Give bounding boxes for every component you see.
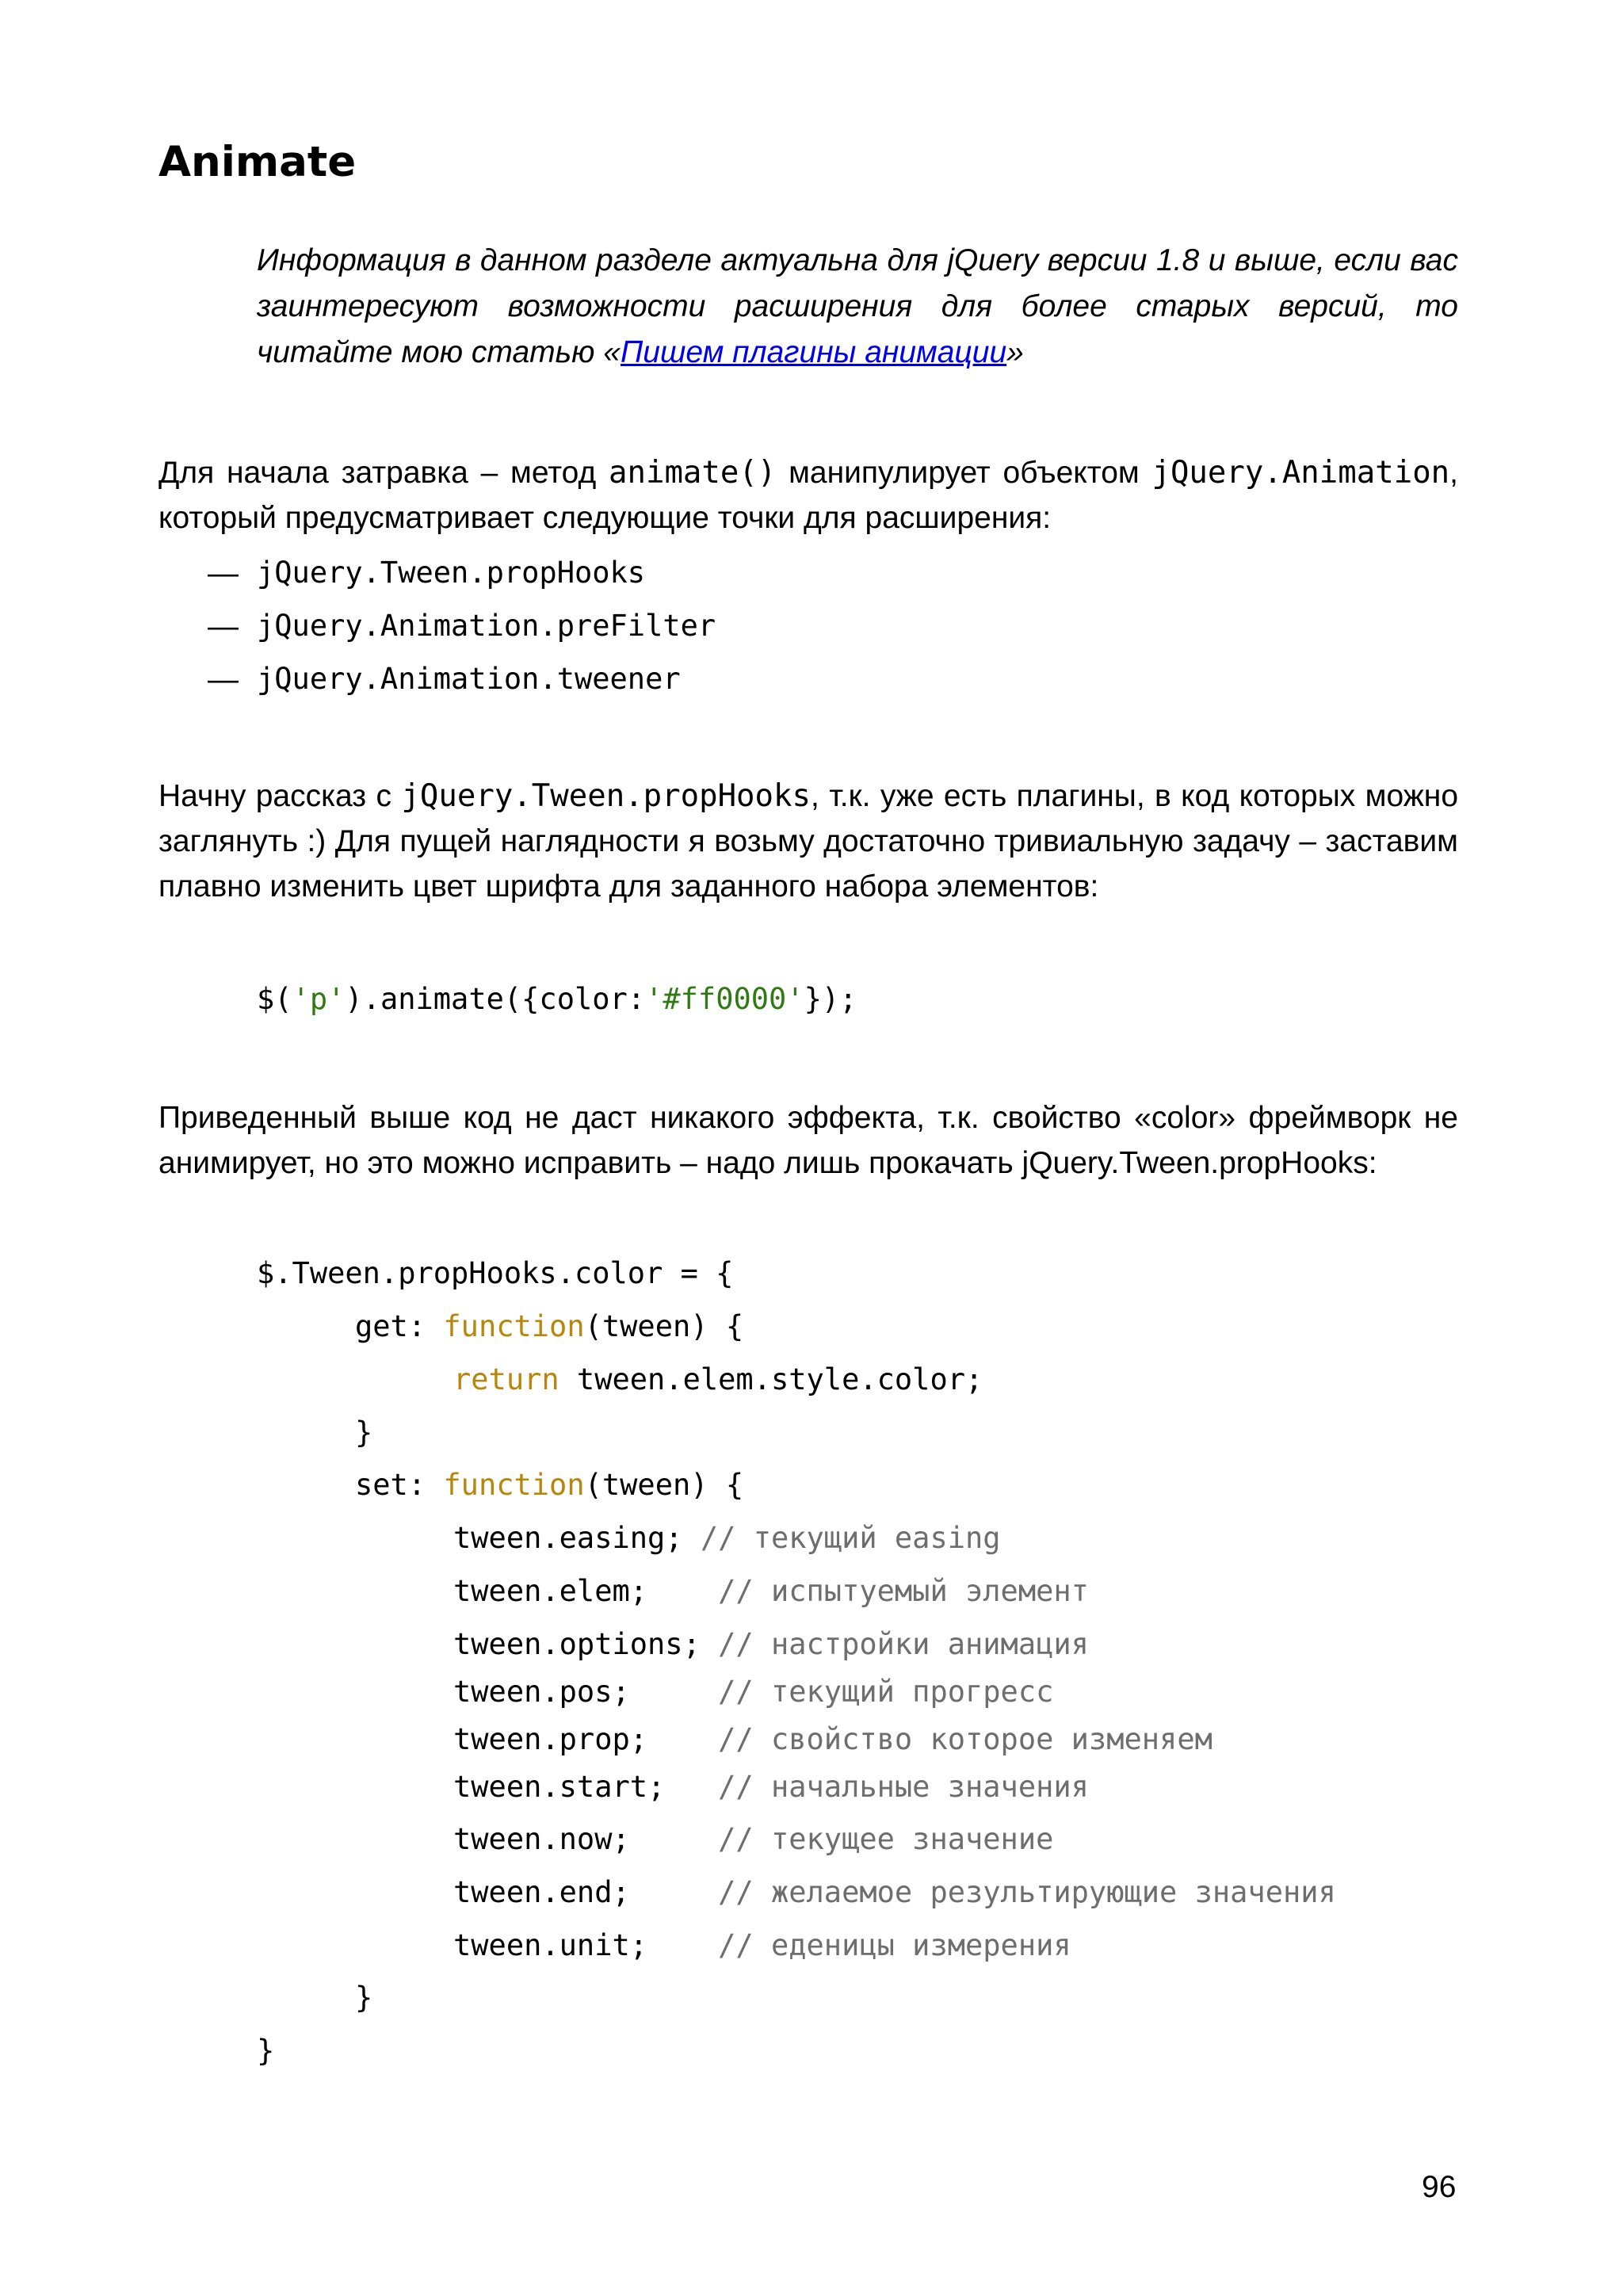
- code-keyword: function: [443, 1309, 585, 1343]
- code-token: tween.prop;: [453, 1722, 719, 1756]
- info-note-text: Информация в данном разделе актуальна для jQuery версии 1.8 и выше, если вас заинтересуют возможности расширения для более старых версий, то читайте мою статью «: [257, 243, 1458, 369]
- propHooks-paragraph: [158, 774, 1458, 909]
- info-note-after: »: [1006, 335, 1024, 369]
- code-token: tween.now;: [453, 1822, 719, 1856]
- code-line: [453, 1875, 1336, 1909]
- code-comment: // желаемое результирующие значения: [718, 1875, 1336, 1909]
- code-token: set:: [355, 1468, 444, 1502]
- explanation-paragraph: Приведенный выше код не даст никакого эффекта, т.к. свойство «color» фреймворк не анимирует, но это можно исправить – надо лишь прокачать jQuery.Tween.propHooks:: [158, 1101, 1458, 1180]
- code-string: '#ff0000': [645, 982, 804, 1016]
- code-comment: // испытуемый элемент: [718, 1574, 1089, 1608]
- code-line: }: [355, 1981, 373, 2015]
- code-line: $.Tween.propHooks.color = {: [257, 1256, 734, 1290]
- inline-code-prophooks: jQuery.Tween.propHooks: [401, 778, 811, 814]
- code-comment: // текущий прогресс: [718, 1675, 1054, 1709]
- code-comment: // текущий easing: [700, 1521, 1001, 1555]
- bullet-item: jQuery.Animation.preFilter: [257, 609, 716, 643]
- code-line: [453, 1824, 1053, 1854]
- code-line: [453, 1629, 1089, 1659]
- code-line: [453, 1928, 1071, 1962]
- code-line: [453, 1722, 1212, 1756]
- intro-text-c: , который предусматривает следующие точки для расширения:: [158, 456, 1458, 535]
- code-token: (tween) {: [584, 1468, 744, 1502]
- code-token: tween.unit;: [453, 1928, 719, 1962]
- code-line: [355, 1309, 744, 1343]
- code-token: tween.end;: [453, 1875, 719, 1909]
- code-token: get:: [355, 1309, 444, 1343]
- para2-text-a: Начну рассказ с: [158, 779, 402, 813]
- code-token: tween.easing;: [453, 1521, 701, 1555]
- code-token: });: [804, 982, 857, 1016]
- info-note: [257, 238, 1458, 376]
- code-token: tween.elem.style.color;: [559, 1362, 983, 1396]
- bullet-item: jQuery.Tween.propHooks: [257, 556, 646, 590]
- code-token: tween.elem;: [453, 1574, 719, 1608]
- code-comment: // начальные значения: [718, 1770, 1089, 1804]
- bullet-item: jQuery.Animation.tweener: [257, 662, 681, 696]
- code-line: [453, 1523, 1001, 1553]
- code-line: [453, 1675, 1054, 1709]
- page-number: 96: [1422, 2170, 1457, 2204]
- inline-code-animate: animate(): [609, 455, 777, 491]
- intro-text-b: манипулирует объектом: [776, 456, 1152, 490]
- code-token: tween.pos;: [453, 1675, 719, 1709]
- inline-code-animation: jQuery.Animation: [1151, 455, 1450, 491]
- bullet-dash: —: [208, 609, 239, 644]
- code-example-animate: [257, 984, 857, 1014]
- code-line: [355, 1468, 744, 1502]
- intro-text-a: Для начала затравка – метод: [158, 456, 609, 490]
- article-link[interactable]: Пишем плагины анимации: [621, 335, 1007, 369]
- section-heading: Animate: [158, 138, 357, 186]
- code-comment: // настройки анимация: [718, 1627, 1089, 1661]
- code-comment: // свойство которое изменяем: [718, 1722, 1212, 1756]
- code-token: ).animate({color:: [345, 982, 646, 1016]
- code-comment: // еденицы измерения: [718, 1928, 1071, 1962]
- intro-paragraph: [158, 450, 1458, 541]
- code-comment: // текущее значение: [718, 1822, 1054, 1856]
- code-token: tween.start;: [453, 1770, 719, 1804]
- code-line: [453, 1576, 1089, 1606]
- code-string: 'p': [292, 982, 346, 1016]
- code-line: [453, 1362, 983, 1396]
- para2-text-b: , т.к. уже есть плагины, в код которых можно заглянуть :) Для пущей наглядности я возьму достаточно тривиальную задачу – заставим плавно изменить цвет шрифта для заданного набора элементов:: [158, 779, 1459, 904]
- code-keyword: return: [453, 1362, 559, 1396]
- code-token: (tween) {: [584, 1309, 744, 1343]
- code-line: }: [355, 1415, 373, 1450]
- code-line: [453, 1770, 1089, 1804]
- code-keyword: function: [443, 1468, 585, 1502]
- code-token: tween.options;: [453, 1627, 719, 1661]
- code-line: }: [257, 2034, 275, 2068]
- bullet-dash: —: [208, 556, 239, 590]
- code-token: $(: [257, 982, 292, 1016]
- bullet-dash: —: [208, 663, 239, 697]
